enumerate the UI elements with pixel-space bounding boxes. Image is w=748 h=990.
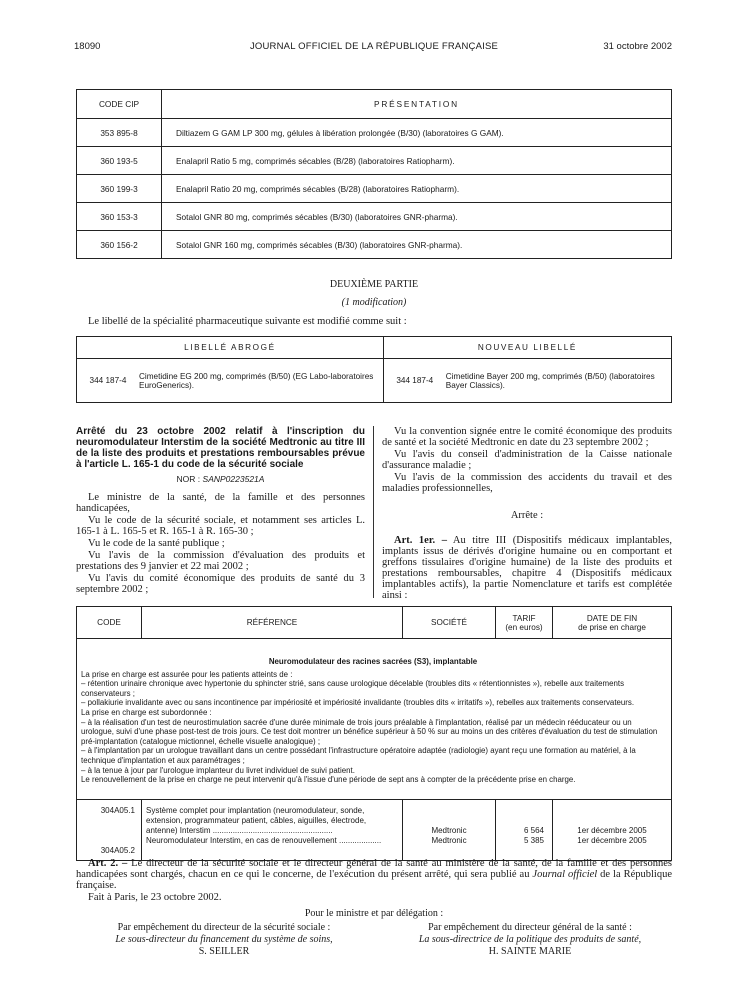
table-row (77, 203, 672, 231)
col-header-date (553, 607, 672, 639)
tarif-label: TARIF (512, 613, 536, 623)
col-header-tarif (496, 607, 553, 639)
place-date: Fait à Paris, le 23 octobre 2002. (88, 892, 222, 903)
signature-right-line1: Par empêchement du directeur général de la santé : (428, 922, 632, 933)
societes-cell (403, 800, 496, 861)
table-row (77, 231, 672, 259)
column-divider (373, 426, 374, 598)
row-societe: Medtronic (431, 826, 467, 835)
paragraph: Vu l'avis de la commission des accidents du travail et des maladies professionnelles, (382, 472, 672, 494)
row-societe: Medtronic (431, 836, 467, 845)
condition-line: – pollakiurie invalidante avec ou sans incontinence par impériosité et impériosité invalidante (troubles dits « irritatifs »), rebelles aux traitements conservateurs. (81, 698, 635, 708)
arrete-visas-left (76, 492, 365, 595)
cip-code: 353 895-8 (77, 119, 162, 147)
old-cip-code: 344 187-4 (77, 359, 140, 403)
row-date: 1er décembre 2005 (577, 826, 647, 835)
page-number: 18090 (74, 41, 101, 52)
new-cip-code: 344 187-4 (383, 359, 446, 403)
article-2-label: Art. 2. – (88, 858, 128, 869)
signature-right-name: H. SAINTE MARIE (488, 946, 572, 957)
issue-date: 31 octobre 2002 (603, 41, 672, 52)
table-row (77, 147, 672, 175)
condition-line: La prise en charge est subordonnée : (81, 707, 212, 717)
presentation-text: Sotalol GNR 80 mg, comprimés sécables (B/30) (laboratoires GNR-pharma). (162, 203, 672, 231)
tarif-unit: (en euros) (505, 622, 543, 632)
col-header-presentation: PRÉSENTATION (162, 90, 672, 119)
paragraph: Vu l'avis du conseil d'administration de la Caisse nationale d'assurance maladie ; (382, 449, 672, 471)
journal-officiel-ref: Journal officiel (532, 869, 598, 880)
arrete-title: Arrêté du 23 octobre 2002 relatif à l'inscription du neuromodulateur Interstim de la société Medtronic au titre III de la liste des produits et prestations remboursables prévue à l'article L. 165-1 du code de la sécurité sociale (76, 426, 365, 470)
arrete-left-column (76, 426, 365, 596)
row-tarif: 6 564 (523, 826, 544, 835)
article-1-label: Art. 1er. – (394, 535, 447, 546)
nor-line (76, 474, 365, 484)
date-sub: de prise en charge (578, 622, 646, 632)
presentation-text: Enalapril Ratio 20 mg, comprimés sécables (B/28) (laboratoires Ratiopharm). (162, 175, 672, 203)
condition-line: – à la tenue à jour par l'urologue implanteur du livret individuel de suivi patient. (81, 765, 355, 775)
delegation-line: Pour le ministre et par délégation : (304, 908, 444, 919)
arrete-right-column (382, 426, 672, 602)
article-2-text-before: Le directeur de la sécurité sociale et le directeur général de la santé au ministère de la santé, de la famille et des personnes handicapées sont chargés, chacun en ce qui le concerne, de l'exécution du présent arrêté, qui sera publié au (76, 858, 672, 880)
signature-left-line2: Le sous-directeur du financement du système de soins, (115, 934, 333, 945)
cip-code: 360 153-3 (77, 203, 162, 231)
article-2 (76, 858, 672, 904)
condition-line: – à la réalisation d'un test de neurostimulation sacrée d'une durée minimale de trois jours préalable à l'implantation, réalisé par un médecin rééducateur ou un urologue, suivi d'une phase post-test de trois jours. Ce test doit montrer un bénéfice supérieur à 50 % sur au moins un des critères d'évaluation du test de stimulation pré-implantation (catalogue mictionnel, échelle visuelle analogique) ; (81, 717, 658, 746)
col-header-reference: RÉFÉRENCE (142, 607, 403, 639)
article-1 (382, 535, 672, 601)
cip-code: 360 193-5 (77, 147, 162, 175)
conditions-cell (77, 639, 672, 800)
row-date: 1er décembre 2005 (577, 836, 647, 845)
section-title: Neuromodulateur des racines sacrées (S3), implantable (268, 657, 478, 666)
references-cell (142, 800, 403, 861)
journal-title: JOURNAL OFFICIEL DE LA RÉPUBLIQUE FRANÇAISE (249, 41, 499, 52)
old-label-text: Cimetidine EG 200 mg, comprimés (B/50) (EG Labo-laboratoires EuroGenerics). (139, 359, 383, 403)
signature-right (380, 922, 680, 958)
presentation-text: Sotalol GNR 160 mg, comprimés sécables (B/30) (laboratoires GNR-pharma). (162, 231, 672, 259)
col-header-code: CODE (77, 607, 142, 639)
presentation-text: Diltiazem G GAM LP 300 mg, gélules à libération prolongée (B/30) (laboratoires G GAM). (162, 119, 672, 147)
condition-line: – à l'implantation par un urologue travaillant dans un centre possédant l'infrastructure opératoire adaptée (radiologie) ayant reçu une formation au matériel, à la technique d'implantation et aux paramétrages ; (81, 746, 636, 765)
col-header-societe: SOCIÉTÉ (403, 607, 496, 639)
label-change-table (76, 336, 672, 403)
signature-left (76, 922, 372, 958)
row-reference: Système complet pour implantation (neuromodulateur, sonde, extension, programmateur patient, câbles, aiguilles, électrode, antenne) Interstim ...................................................... (146, 806, 367, 835)
paragraph: Vu l'avis de la commission d'évaluation des produits et prestations des 9 janvier et 22 mai 2002 ; (76, 550, 365, 572)
paragraph: Vu la convention signée entre le comité économique des produits de santé et la société Medtronic en date du 23 septembre 2002 ; (382, 426, 672, 448)
paragraph: Vu le code de la santé publique ; (88, 538, 225, 549)
new-label-text: Cimetidine Bayer 200 mg, comprimés (B/50) (laboratoires Bayer Classics). (446, 359, 672, 403)
article-1-text: Au titre III (Dispositifs médicaux implantables, implants issus de dérivés d'origine humaine ou en comportant et greffons tissulaires d'origine humaine) de la liste des produits et prestations remboursables, chapitre 4 (Dispositifs médicaux implantables actifs), la partie Nomenclature et tarifs est complétée ainsi : (382, 535, 672, 601)
tarifs-cell (496, 800, 553, 861)
cip-presentation-table (76, 89, 672, 259)
article-2-paragraph (76, 858, 672, 891)
condition-line: Le renouvellement de la prise en charge ne peut intervenir qu'à l'issue d'une période de sept ans à compter de la précédente prise en charge. (81, 775, 576, 785)
presentation-text: Enalapril Ratio 5 mg, comprimés sécables (B/28) (laboratoires Ratiopharm). (162, 147, 672, 175)
col-header-libelle-abroge: LIBELLÉ ABROGÉ (77, 337, 384, 359)
article-2-text-after: de la République française. (76, 869, 672, 891)
nor-label: NOR : (176, 474, 201, 484)
cip-code: 360 199-3 (77, 175, 162, 203)
signature-left-line1: Par empêchement du directeur de la sécurité sociale : (117, 922, 331, 933)
table-row (77, 119, 672, 147)
row-code: 304A05.2 (100, 846, 135, 855)
condition-line: – rétention urinaire chronique avec hypertonie du sphincter strié, sans cause urologique décelable (troubles dits « rétentionnistes »), rebelle aux traitements conservateurs ; (81, 679, 625, 698)
nomenclature-table (76, 606, 672, 861)
col-header-code-cip: CODE CIP (77, 90, 162, 119)
dates-cell (553, 800, 672, 861)
cip-code: 360 156-2 (77, 231, 162, 259)
row-tarif: 5 385 (523, 836, 544, 845)
paragraph: Vu le code de la sécurité sociale, et notamment ses articles L. 165-1 à L. 165-5 et R. 165-1 à R. 165-30 ; (76, 515, 365, 537)
condition-line: La prise en charge est assurée pour les patients atteints de : (81, 669, 293, 679)
row-code: 304A05.1 (100, 806, 135, 815)
codes-cell (77, 800, 142, 861)
part2-subtitle: (1 modification) (341, 297, 407, 308)
nor-value: SANP0223521A (202, 474, 265, 484)
arrete-label: Arrête : (510, 510, 544, 521)
part2-title: DEUXIÈME PARTIE (329, 279, 419, 290)
date-label: DATE DE FIN (586, 613, 638, 623)
part2-intro: Le libellé de la spécialité pharmaceutique suivante est modifié comme suit : (88, 316, 407, 327)
paragraph: Le ministre de la santé, de la famille et des personnes handicapées, (76, 492, 365, 514)
row-reference: Neuromodulateur Interstim, en cas de renouvellement ................... (146, 836, 382, 845)
table-row (77, 175, 672, 203)
paragraph: Vu l'avis du comité économique des produits de santé du 3 septembre 2002 ; (76, 573, 365, 595)
signature-right-line2: La sous-directrice de la politique des produits de santé, (418, 934, 642, 945)
signature-left-name: S. SEILLER (198, 946, 250, 957)
col-header-nouveau-libelle: NOUVEAU LIBELLÉ (383, 337, 671, 359)
